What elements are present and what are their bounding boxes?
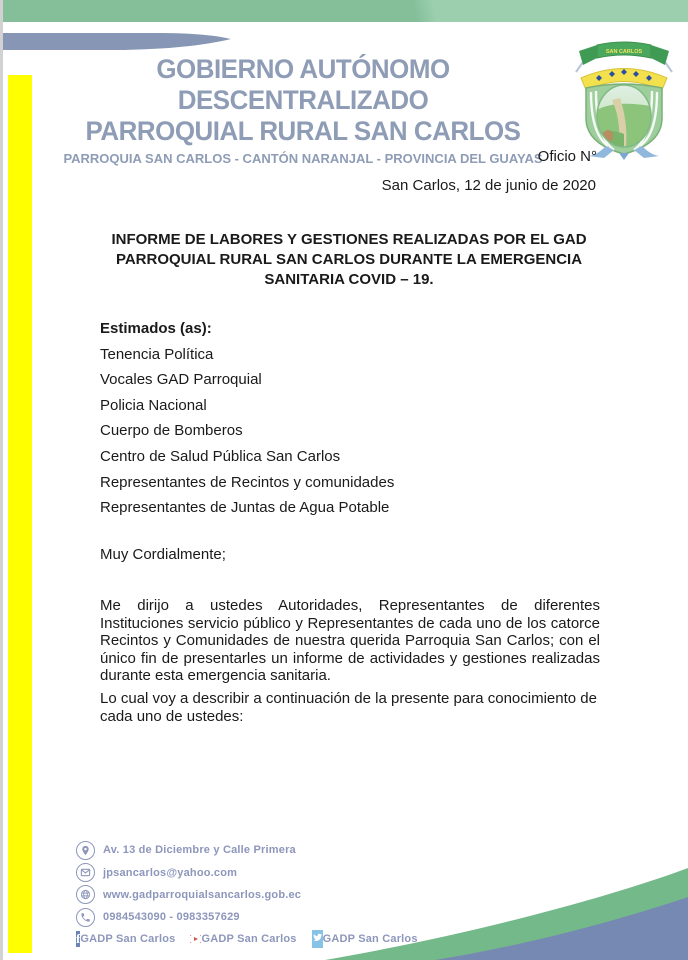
greeting: Muy Cordialmente; (100, 546, 226, 563)
coat-of-arms (566, 38, 682, 160)
list-item: Vocales GAD Parroquial (100, 371, 262, 389)
list-item: Centro de Salud Pública San Carlos (100, 447, 341, 465)
bottom-wave-decoration (0, 855, 688, 960)
subject-line-1: INFORME DE LABORES Y GESTIONES REALIZADAS POR EL GAD (111, 231, 587, 248)
salutation: Estimados (as): (100, 320, 212, 337)
left-yellow-bar (8, 75, 32, 953)
twitter-handle: GADP San Carlos (322, 933, 418, 945)
body-paragraph-1: Me dirijo a ustedes Autoridades, Representantes de diferentes Instituciones servicio público y Representantes de cada uno de los catorce Recintos y Comunidades de nuestra querida Parroquia San Carlos; con el único fin de presentarles un informe de actividades y gestiones realizadas durante esta emergencia sanitaria. (100, 597, 600, 684)
website-text: www.gadparroquialsancarlos.gob.ec (103, 888, 302, 901)
header-swoosh-shape (3, 30, 243, 54)
facebook-handle: GADP San Carlos (80, 933, 176, 945)
list-item: Policia Nacional (100, 396, 207, 414)
dateline: San Carlos, 12 de junio de 2020 (381, 177, 596, 194)
youtube-handle: GADP San Carlos (201, 933, 297, 945)
list-item: Tenencia Política (100, 345, 214, 363)
list-item: Representantes de Juntas de Agua Potable (100, 499, 390, 517)
org-title-line1: GOBIERNO AUTÓNOMO DESCENTRALIZADO (156, 54, 450, 115)
org-subtitle: PARROQUIA SAN CARLOS - CANTÓN NARANJAL - PROVINCIA DEL GUAYAS (63, 151, 543, 166)
list-item: Representantes de Recintos y comunidades (100, 473, 395, 491)
subject-title (98, 230, 600, 290)
body-paragraph-2: Lo cual voy a describir a continuación de la presente para conocimiento de cada uno de ustedes: (100, 690, 597, 725)
addressee-list (100, 316, 394, 521)
top-green-bar (3, 0, 688, 22)
list-item: Cuerpo de Bomberos (100, 422, 243, 440)
svg-text:SAN CARLOS: SAN CARLOS (605, 49, 643, 55)
letterhead (36, 54, 570, 169)
subject-line-2: PARROQUIAL RURAL SAN CARLOS DURANTE LA EMERGENCIA (115, 251, 583, 268)
org-title-line2: PARROQUIAL RURAL SAN CARLOS (85, 116, 521, 146)
oficio-number-line: Oficio N° (537, 148, 597, 165)
phone-text: 0984543090 - 0983357629 (103, 911, 240, 924)
subject-line-3: SANITARIA COVID – 19. (264, 271, 434, 288)
email-text: jpsancarlos@yahoo.com (103, 866, 238, 879)
scan-edge-line (0, 0, 3, 960)
address-text: Av. 13 de Diciembre y Calle Primera (103, 844, 296, 857)
facebook-icon: f (76, 931, 81, 946)
